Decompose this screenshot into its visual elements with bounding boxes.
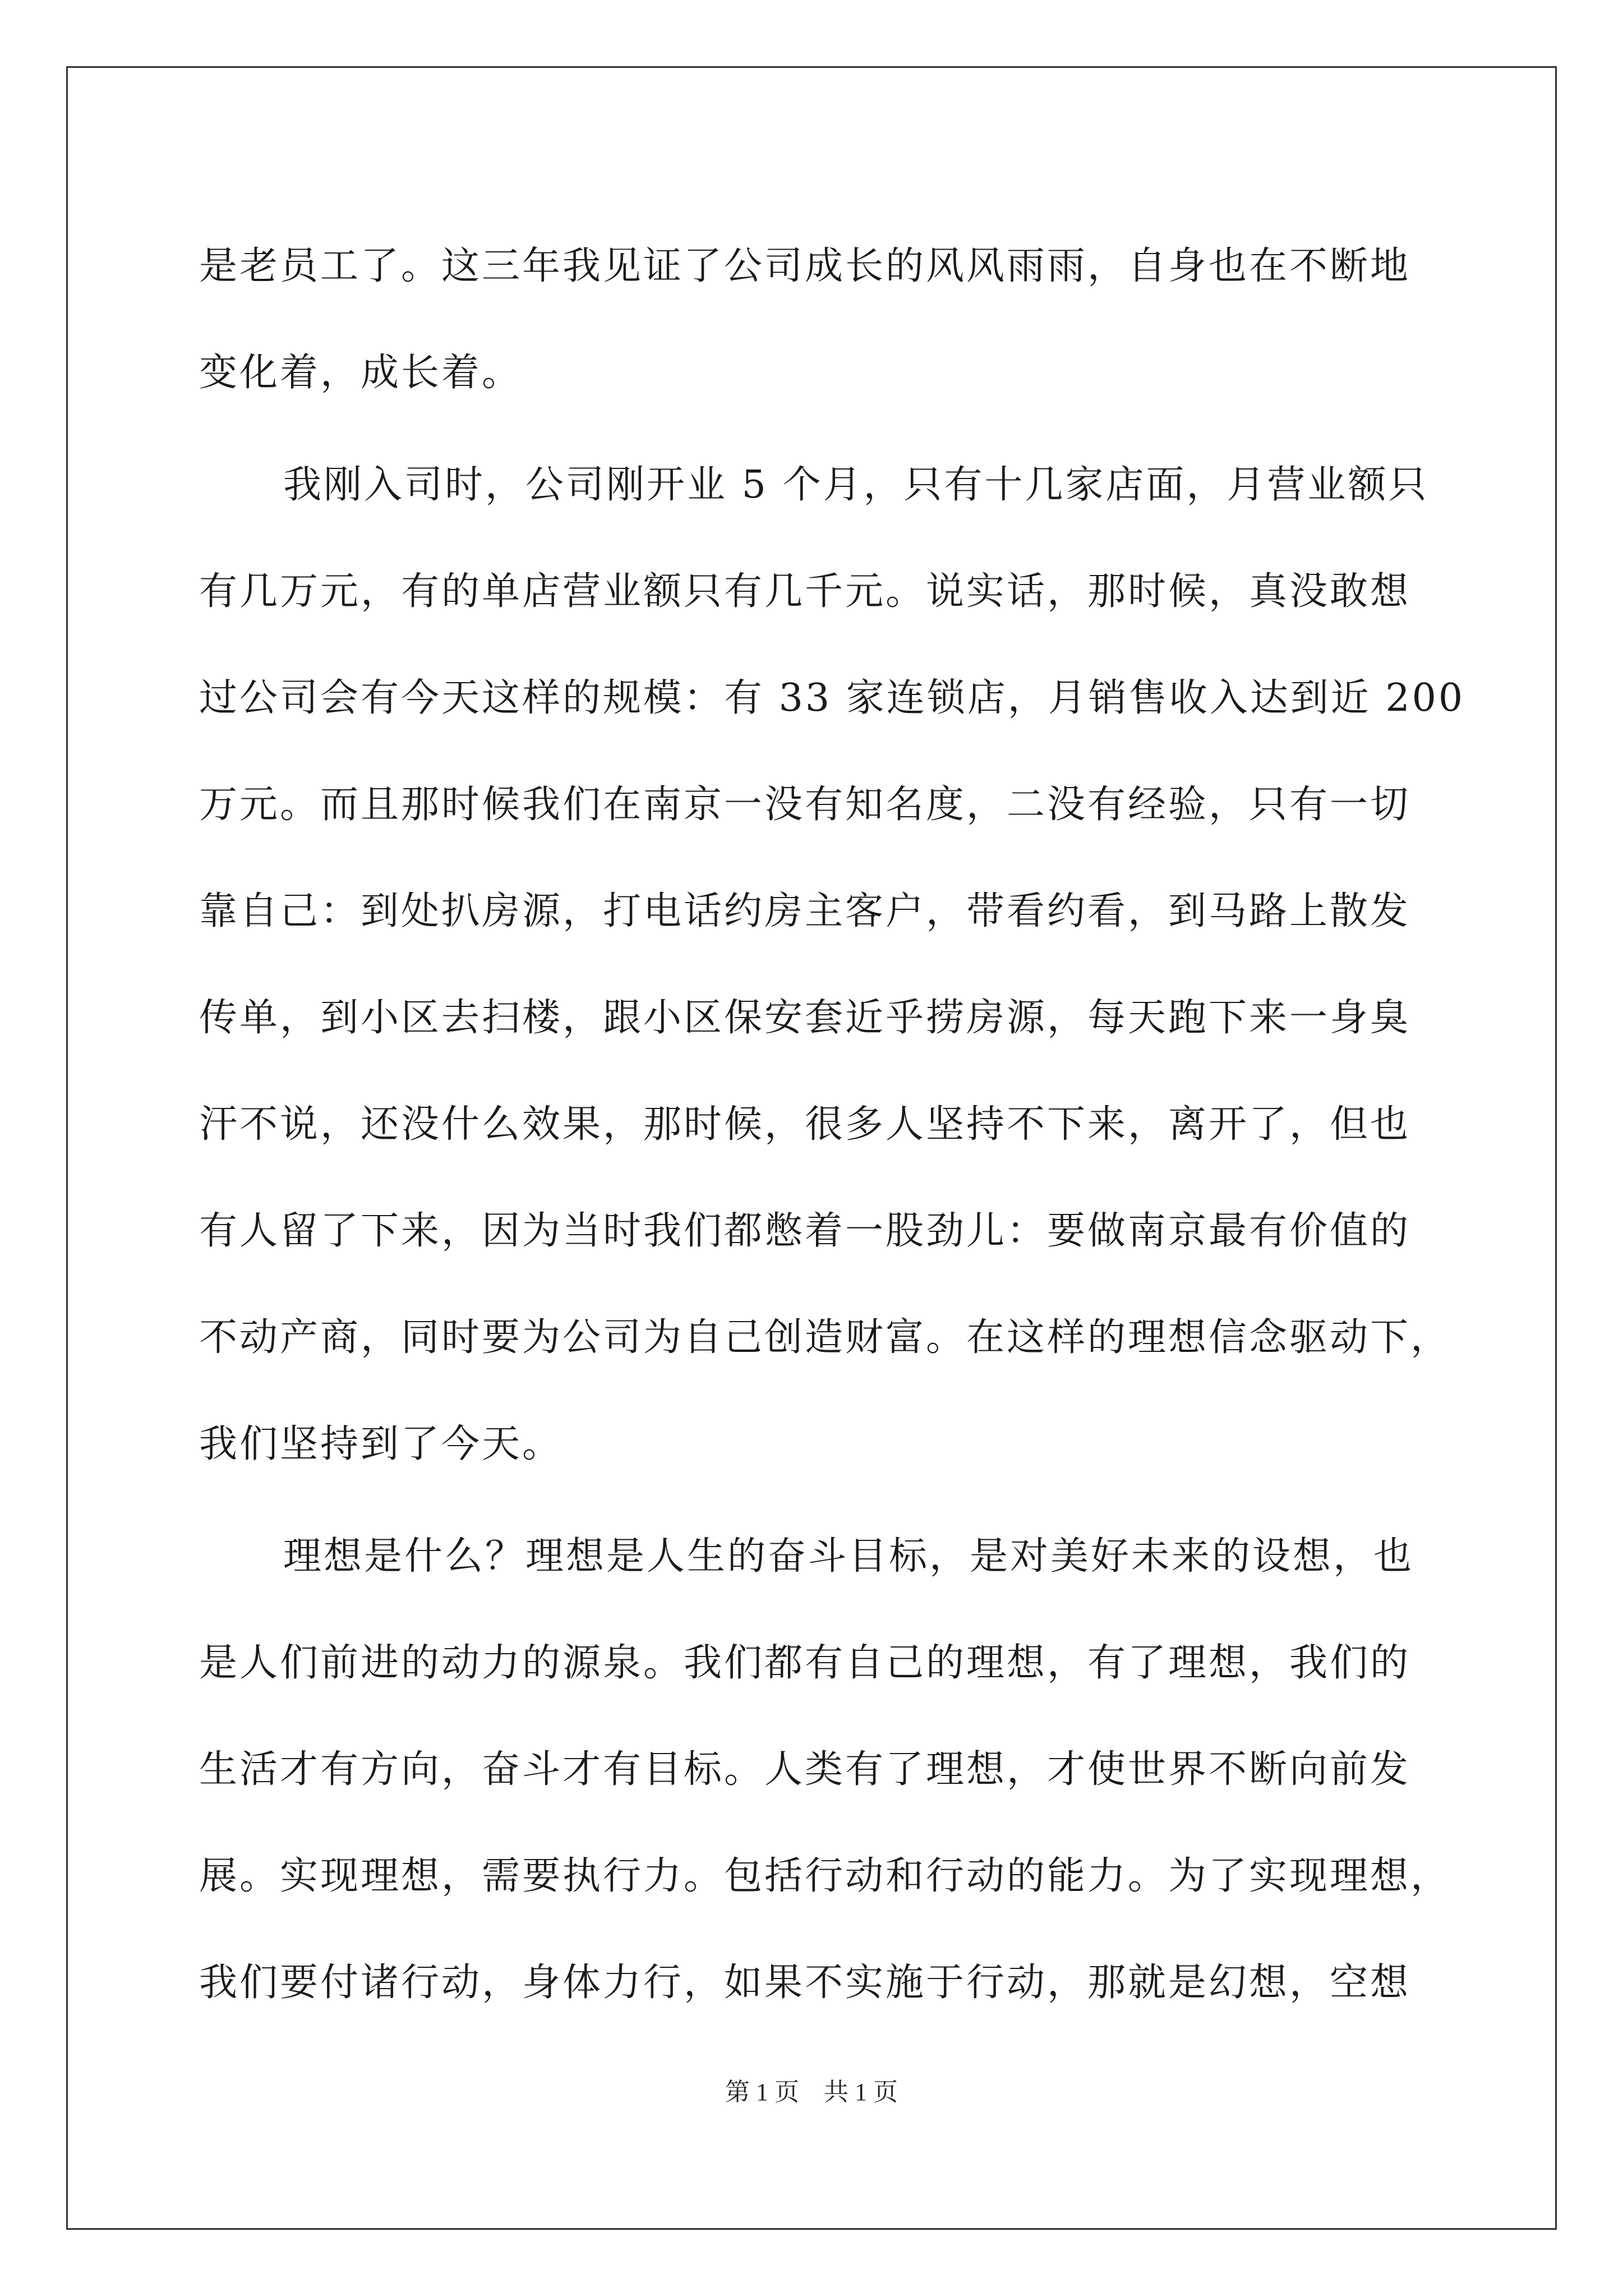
- text-line: 是人们前进的动力的源泉。我们都有自己的理想，有了理想，我们的: [199, 1641, 1411, 1685]
- text-line: 变化着，成长着。: [199, 351, 523, 395]
- paragraph-first-line: 我刚入司时，公司刚开业 5 个月，只有十几家店面，月营业额只: [283, 463, 1429, 507]
- text-line: 展。实现理想，需要执行力。包括行动和行动的能力。为了实现理想，: [199, 1854, 1451, 1898]
- text-line: 靠自己：到处扒房源，打电话约房主客户，带看约看，到马路上散发: [199, 889, 1411, 933]
- text-line: 万元。而且那时候我们在南京一没有知名度，二没有经验，只有一切: [199, 783, 1411, 827]
- text-line: 不动产商，同时要为公司为自己创造财富。在这样的理想信念驱动下，: [199, 1315, 1451, 1360]
- paragraph-first-line: 理想是什么？理想是人生的奋斗目标，是对美好未来的设想，也: [283, 1534, 1414, 1579]
- text-line: 汗不说，还没什么效果，那时候，很多人坚持不下来，离开了，但也: [199, 1102, 1411, 1147]
- text-line: 过公司会有今天这样的规模：有 33 家连锁店，月销售收入达到近 200: [199, 676, 1465, 720]
- text-line: 有人留了下来，因为当时我们都憋着一股劲儿：要做南京最有价值的: [199, 1209, 1411, 1253]
- text-line: 传单，到小区去扫楼，跟小区保安套近乎捞房源，每天跑下来一身臭: [199, 996, 1411, 1040]
- text-line: 有几万元，有的单店营业额只有几千元。说实话，那时候，真没敢想: [199, 569, 1411, 614]
- text-line: 生活才有方向，奋斗才有目标。人类有了理想，才使世界不断向前发: [199, 1747, 1411, 1792]
- text-line: 我们坚持到了今天。: [199, 1422, 563, 1466]
- text-line: 是老员工了。这三年我见证了公司成长的风风雨雨，自身也在不断地: [199, 244, 1411, 288]
- text-line: 我们要付诸行动，身体力行，如果不实施于行动，那就是幻想，空想: [199, 1961, 1411, 2005]
- document-body: [199, 213, 1465, 2036]
- page-number-footer: 第 1 页 共 1 页: [725, 2078, 898, 2106]
